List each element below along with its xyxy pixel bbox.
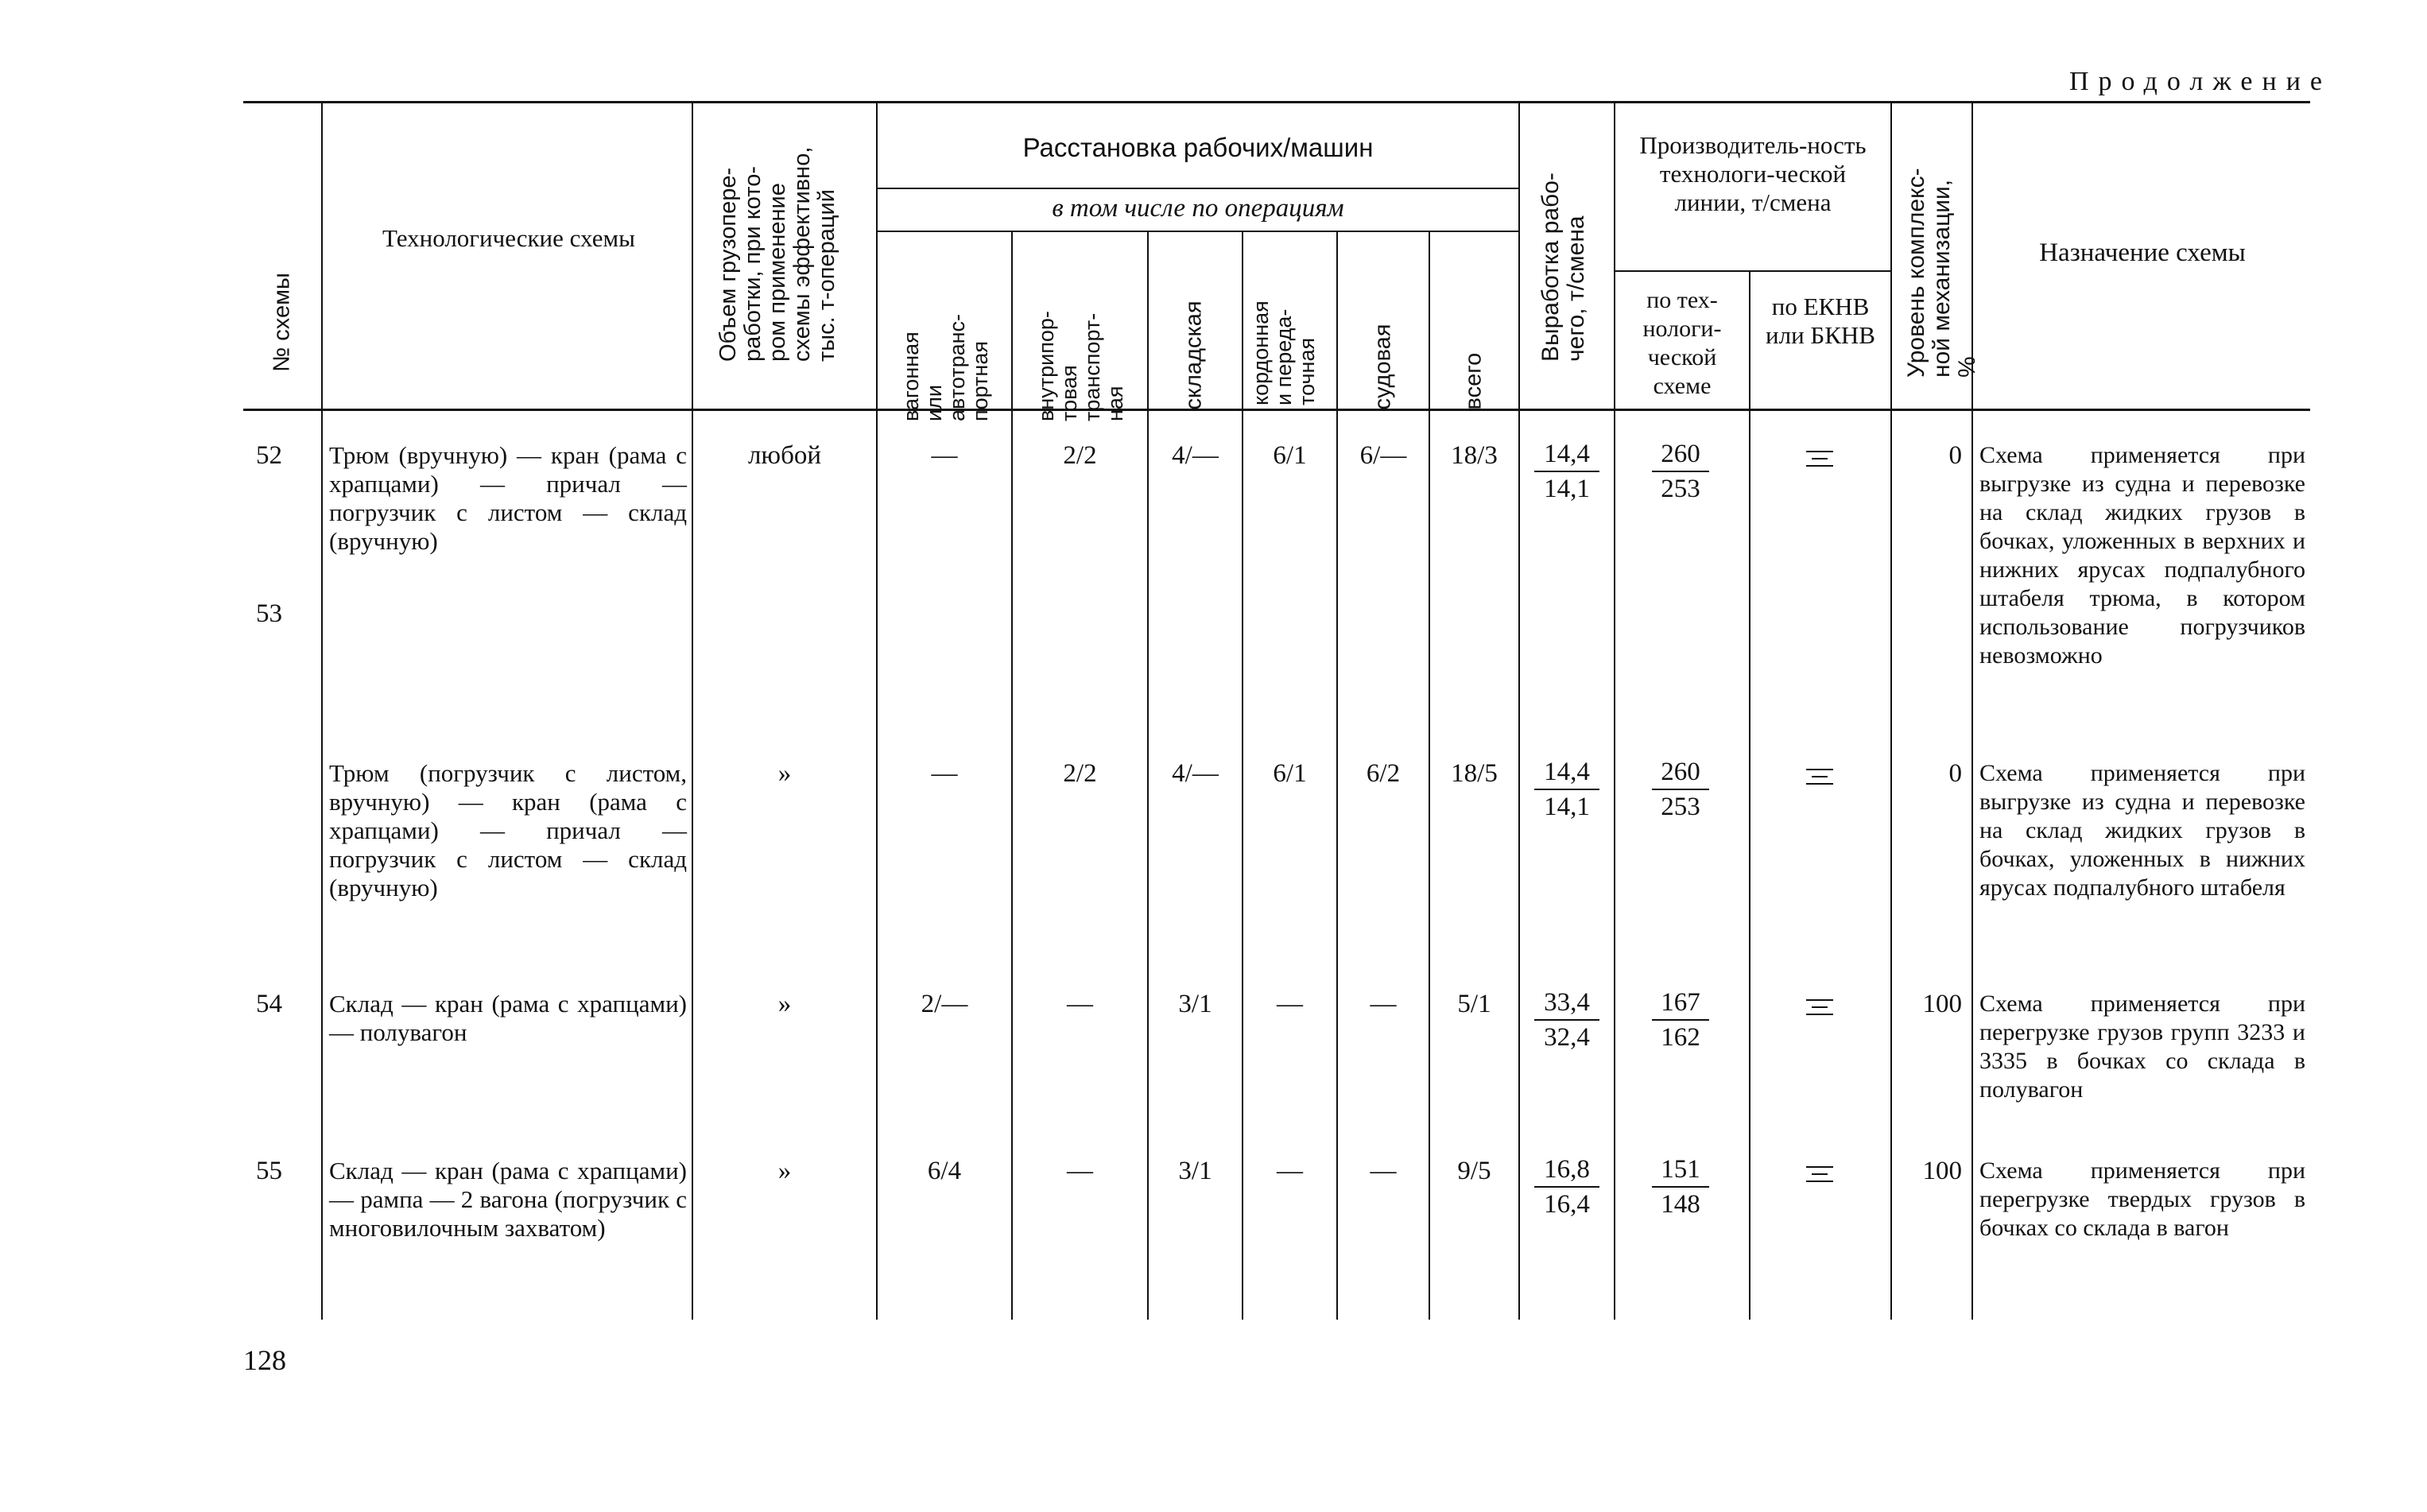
op-kordon: 6/1 [1273, 441, 1307, 470]
header-by-scheme: по тех-нологи-ческой схеме [1642, 287, 1722, 399]
header-by-eknv: по ЕКНВ или БКНВ [1766, 293, 1875, 349]
scheme-number: 53 [256, 599, 282, 628]
header-op-internal: внутрипор- товая транспорт- ная [1034, 311, 1127, 421]
op-wagon: — [931, 441, 958, 470]
header-output: Выработка рабо- чего, т/смена [1537, 173, 1589, 362]
header-placement: Расстановка рабочих/машин [1022, 133, 1374, 162]
op-warehouse: 4/— [1172, 441, 1219, 470]
purpose: Схема применяется при перегрузке твердых грузов в бочках со склада в вагон [1979, 1157, 2305, 1241]
op-internal: 2/2 [1063, 441, 1097, 470]
volume: » [777, 990, 792, 1018]
op-kordon: — [1277, 1157, 1303, 1185]
header-volume: Объем грузопере- работки, при кото- ром применение схемы эффективно, тыс. т-операций [715, 146, 839, 362]
output-fraction: $\frac{16,8}{16,4}$ [1534, 1154, 1599, 1219]
volume: » [777, 1157, 792, 1185]
output-fraction: $\frac{14,4}{14,1}$ [1534, 439, 1599, 504]
header-tech-schemes: Технологические схемы [382, 224, 635, 252]
scheme-number: 52 [256, 441, 282, 470]
page-number: 128 [243, 1344, 286, 1376]
tech-scheme: Трюм (вручную) — кран (рама с храпцами) — причал — погрузчик с листом — склад (вручную) [329, 441, 687, 555]
scheme-number: 54 [256, 990, 282, 1018]
op-wagon: 6/4 [927, 1157, 962, 1185]
purpose: Схема применяется при перегрузке грузов групп 3233 и 3335 в бочках со склада в полувагон [1979, 991, 2305, 1103]
header-op-kordon: кордонная и переда- точная [1249, 300, 1319, 405]
productivity-fraction: $\frac{167}{162}$ [1652, 987, 1709, 1053]
header-mech-level: Уровень комплекс- ной механизации, % [1903, 168, 1980, 378]
mech-level: 0 [1948, 759, 1962, 788]
op-internal: — [1067, 1157, 1093, 1185]
header-scheme-no: № схемы [269, 273, 295, 372]
op-ship: 6/— [1359, 441, 1407, 470]
op-internal: — [1067, 990, 1093, 1018]
tech-scheme: Трюм (погрузчик с листом, вручную) — кран (рама с храпцами) — причал — погрузчик с листом — склад (вручную) [329, 759, 687, 901]
op-total: 18/3 [1451, 441, 1498, 470]
mech-level: 100 [1922, 990, 1962, 1018]
op-ship: — [1370, 990, 1397, 1018]
eknv-dash [1806, 763, 1833, 790]
op-ship: 6/2 [1366, 759, 1401, 788]
op-internal: 2/2 [1063, 759, 1097, 788]
header-including-ops: в том числе по операциям [1052, 194, 1344, 223]
header-op-wagon: вагонная или автотранс- портная [899, 313, 992, 421]
mech-level: 100 [1922, 1157, 1962, 1185]
op-warehouse: 3/1 [1178, 1157, 1212, 1185]
op-kordon: — [1277, 990, 1303, 1018]
purpose: Схема применяется при выгрузке из судна и перевозке на склад жидких грузов в бочках, уложенных в нижних ярусах подпалубного штабеля [1979, 760, 2305, 901]
productivity-fraction: $\frac{260}{253}$ [1652, 757, 1709, 822]
op-total: 18/5 [1451, 759, 1498, 788]
eknv-dash [1806, 1161, 1833, 1188]
op-kordon: 6/1 [1273, 759, 1307, 788]
productivity-fraction: $\frac{151}{148}$ [1652, 1154, 1709, 1219]
output-fraction: $\frac{14,4}{14,1}$ [1534, 757, 1599, 822]
eknv-dash [1806, 445, 1833, 472]
volume: » [777, 759, 792, 788]
purpose: Схема применяется при выгрузке из судна и перевозке на склад жидких грузов в бочках, уложенных в верхних и нижних ярусах подпалубного штабеля трюма, в котором использование погрузчиков невозможно [1979, 442, 2305, 669]
header-op-ship: судовая [1370, 324, 1396, 410]
header-op-warehouse: складская [1181, 300, 1207, 410]
volume: любой [747, 441, 822, 470]
header-op-total: всего [1460, 352, 1487, 410]
op-warehouse: 3/1 [1178, 990, 1212, 1018]
tech-scheme: Склад — кран (рама с храпцами) — полувагон [329, 990, 687, 1046]
tech-scheme: Склад — кран (рама с храпцами) — рампа — 2 вагона (погрузчик с многовилочным захватом) [329, 1157, 687, 1242]
eknv-dash [1806, 994, 1833, 1021]
op-warehouse: 4/— [1172, 759, 1219, 788]
output-fraction: $\frac{33,4}{32,4}$ [1534, 987, 1599, 1053]
op-total: 5/1 [1457, 990, 1491, 1018]
scheme-number: 55 [256, 1157, 282, 1185]
op-total: 9/5 [1457, 1157, 1491, 1185]
op-wagon: — [931, 759, 958, 788]
mech-level: 0 [1948, 441, 1962, 470]
op-wagon: 2/— [921, 990, 968, 1018]
productivity-fraction: $\frac{260}{253}$ [1652, 439, 1709, 504]
header-purpose: Назначение схемы [2039, 238, 2246, 267]
continuation-label: Продолжение [2068, 67, 2332, 96]
header-productivity: Производитель-ность технологи-ческой линии, т/смена [1639, 131, 1867, 216]
op-ship: — [1370, 1157, 1397, 1185]
